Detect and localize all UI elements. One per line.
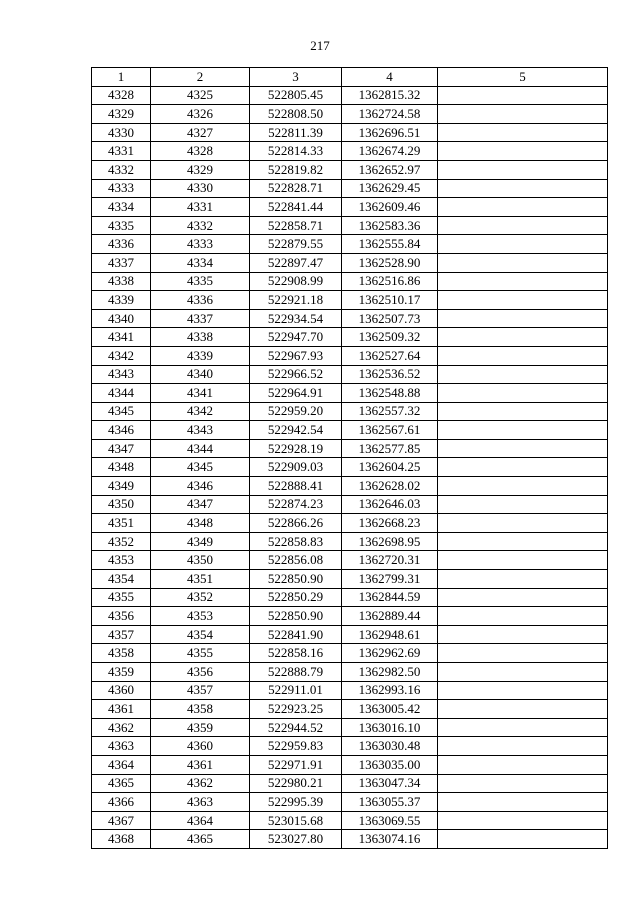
previous-point-cell: 4331 <box>151 198 250 217</box>
y-coordinate-cell: 1363055.37 <box>342 793 438 812</box>
previous-point-cell: 4364 <box>151 811 250 830</box>
previous-point-cell: 4361 <box>151 755 250 774</box>
previous-point-cell: 4333 <box>151 235 250 254</box>
y-coordinate-cell: 1363074.16 <box>342 830 438 849</box>
table-row <box>92 86 608 105</box>
point-number-cell: 4350 <box>92 495 151 514</box>
table-row <box>92 718 608 737</box>
table-row <box>92 793 608 812</box>
x-coordinate-cell: 522942.54 <box>250 421 342 440</box>
x-coordinate-cell: 522908.99 <box>250 272 342 291</box>
previous-point-cell: 4327 <box>151 123 250 142</box>
note-cell <box>438 663 608 682</box>
y-coordinate-cell: 1362646.03 <box>342 495 438 514</box>
y-coordinate-cell: 1362510.17 <box>342 291 438 310</box>
x-coordinate-cell: 522995.39 <box>250 793 342 812</box>
table-row <box>92 105 608 124</box>
point-number-cell: 4367 <box>92 811 151 830</box>
column-header-5: 5 <box>438 68 608 87</box>
table-row <box>92 588 608 607</box>
point-number-cell: 4359 <box>92 663 151 682</box>
x-coordinate-cell: 522923.25 <box>250 700 342 719</box>
table-row <box>92 774 608 793</box>
note-cell <box>438 142 608 161</box>
x-coordinate-cell: 522805.45 <box>250 86 342 105</box>
table-row <box>92 384 608 403</box>
x-coordinate-cell: 522944.52 <box>250 718 342 737</box>
y-coordinate-cell: 1362507.73 <box>342 309 438 328</box>
point-number-cell: 4358 <box>92 644 151 663</box>
y-coordinate-cell: 1362567.61 <box>342 421 438 440</box>
note-cell <box>438 588 608 607</box>
point-number-cell: 4342 <box>92 346 151 365</box>
point-number-cell: 4343 <box>92 365 151 384</box>
previous-point-cell: 4356 <box>151 663 250 682</box>
y-coordinate-cell: 1362509.32 <box>342 328 438 347</box>
note-cell <box>438 514 608 533</box>
note-cell <box>438 551 608 570</box>
note-cell <box>438 718 608 737</box>
x-coordinate-cell: 522888.79 <box>250 663 342 682</box>
point-number-cell: 4352 <box>92 532 151 551</box>
table-row <box>92 644 608 663</box>
x-coordinate-cell: 522911.01 <box>250 681 342 700</box>
previous-point-cell: 4353 <box>151 607 250 626</box>
y-coordinate-cell: 1363047.34 <box>342 774 438 793</box>
point-number-cell: 4368 <box>92 830 151 849</box>
table-row <box>92 607 608 626</box>
y-coordinate-cell: 1362720.31 <box>342 551 438 570</box>
table-row <box>92 514 608 533</box>
x-coordinate-cell: 522971.91 <box>250 755 342 774</box>
note-cell <box>438 272 608 291</box>
note-cell <box>438 681 608 700</box>
point-number-cell: 4365 <box>92 774 151 793</box>
point-number-cell: 4329 <box>92 105 151 124</box>
y-coordinate-cell: 1362844.59 <box>342 588 438 607</box>
previous-point-cell: 4345 <box>151 458 250 477</box>
previous-point-cell: 4349 <box>151 532 250 551</box>
x-coordinate-cell: 522909.03 <box>250 458 342 477</box>
point-number-cell: 4353 <box>92 551 151 570</box>
note-cell <box>438 309 608 328</box>
x-coordinate-cell: 522814.33 <box>250 142 342 161</box>
previous-point-cell: 4359 <box>151 718 250 737</box>
table-body <box>92 86 608 848</box>
point-number-cell: 4328 <box>92 86 151 105</box>
note-cell <box>438 755 608 774</box>
previous-point-cell: 4354 <box>151 625 250 644</box>
note-cell <box>438 235 608 254</box>
point-number-cell: 4363 <box>92 737 151 756</box>
previous-point-cell: 4350 <box>151 551 250 570</box>
x-coordinate-cell: 522808.50 <box>250 105 342 124</box>
previous-point-cell: 4346 <box>151 477 250 496</box>
point-number-cell: 4356 <box>92 607 151 626</box>
previous-point-cell: 4351 <box>151 570 250 589</box>
x-coordinate-cell: 522856.08 <box>250 551 342 570</box>
column-header-2: 2 <box>151 68 250 87</box>
table-row <box>92 216 608 235</box>
note-cell <box>438 291 608 310</box>
previous-point-cell: 4363 <box>151 793 250 812</box>
previous-point-cell: 4355 <box>151 644 250 663</box>
previous-point-cell: 4362 <box>151 774 250 793</box>
note-cell <box>438 179 608 198</box>
note-cell <box>438 253 608 272</box>
y-coordinate-cell: 1362528.90 <box>342 253 438 272</box>
x-coordinate-cell: 523027.80 <box>250 830 342 849</box>
point-number-cell: 4340 <box>92 309 151 328</box>
point-number-cell: 4351 <box>92 514 151 533</box>
note-cell <box>438 830 608 849</box>
note-cell <box>438 458 608 477</box>
note-cell <box>438 402 608 421</box>
table-row <box>92 328 608 347</box>
y-coordinate-cell: 1363030.48 <box>342 737 438 756</box>
point-number-cell: 4364 <box>92 755 151 774</box>
y-coordinate-cell: 1362674.29 <box>342 142 438 161</box>
point-number-cell: 4349 <box>92 477 151 496</box>
note-cell <box>438 607 608 626</box>
y-coordinate-cell: 1362628.02 <box>342 477 438 496</box>
table-row <box>92 700 608 719</box>
previous-point-cell: 4325 <box>151 86 250 105</box>
table-row <box>92 142 608 161</box>
x-coordinate-cell: 522966.52 <box>250 365 342 384</box>
previous-point-cell: 4342 <box>151 402 250 421</box>
table-row <box>92 663 608 682</box>
note-cell <box>438 793 608 812</box>
note-cell <box>438 644 608 663</box>
previous-point-cell: 4328 <box>151 142 250 161</box>
point-number-cell: 4366 <box>92 793 151 812</box>
point-number-cell: 4338 <box>92 272 151 291</box>
x-coordinate-cell: 522879.55 <box>250 235 342 254</box>
point-number-cell: 4333 <box>92 179 151 198</box>
point-number-cell: 4331 <box>92 142 151 161</box>
note-cell <box>438 495 608 514</box>
point-number-cell: 4334 <box>92 198 151 217</box>
y-coordinate-cell: 1362548.88 <box>342 384 438 403</box>
previous-point-cell: 4332 <box>151 216 250 235</box>
y-coordinate-cell: 1362962.69 <box>342 644 438 663</box>
table-row <box>92 755 608 774</box>
note-cell <box>438 365 608 384</box>
previous-point-cell: 4343 <box>151 421 250 440</box>
table-row <box>92 421 608 440</box>
x-coordinate-cell: 522874.23 <box>250 495 342 514</box>
table-row <box>92 160 608 179</box>
x-coordinate-cell: 522858.83 <box>250 532 342 551</box>
table-row <box>92 551 608 570</box>
table-row <box>92 309 608 328</box>
previous-point-cell: 4330 <box>151 179 250 198</box>
x-coordinate-cell: 522850.90 <box>250 570 342 589</box>
table-row <box>92 495 608 514</box>
note-cell <box>438 123 608 142</box>
point-number-cell: 4345 <box>92 402 151 421</box>
y-coordinate-cell: 1362583.36 <box>342 216 438 235</box>
x-coordinate-cell: 522928.19 <box>250 439 342 458</box>
table-header <box>92 68 608 87</box>
table-row <box>92 439 608 458</box>
x-coordinate-cell: 522897.47 <box>250 253 342 272</box>
table-row <box>92 235 608 254</box>
note-cell <box>438 198 608 217</box>
y-coordinate-cell: 1362536.52 <box>342 365 438 384</box>
note-cell <box>438 216 608 235</box>
previous-point-cell: 4352 <box>151 588 250 607</box>
note-cell <box>438 160 608 179</box>
table-row <box>92 198 608 217</box>
point-number-cell: 4348 <box>92 458 151 477</box>
point-number-cell: 4339 <box>92 291 151 310</box>
y-coordinate-cell: 1363035.00 <box>342 755 438 774</box>
x-coordinate-cell: 522980.21 <box>250 774 342 793</box>
coordinates-table <box>91 67 608 849</box>
x-coordinate-cell: 522934.54 <box>250 309 342 328</box>
table-row <box>92 458 608 477</box>
previous-point-cell: 4344 <box>151 439 250 458</box>
note-cell <box>438 700 608 719</box>
y-coordinate-cell: 1363069.55 <box>342 811 438 830</box>
x-coordinate-cell: 522959.83 <box>250 737 342 756</box>
y-coordinate-cell: 1362889.44 <box>342 607 438 626</box>
previous-point-cell: 4358 <box>151 700 250 719</box>
y-coordinate-cell: 1362629.45 <box>342 179 438 198</box>
x-coordinate-cell: 522866.26 <box>250 514 342 533</box>
y-coordinate-cell: 1362557.32 <box>342 402 438 421</box>
y-coordinate-cell: 1362815.32 <box>342 86 438 105</box>
y-coordinate-cell: 1362604.25 <box>342 458 438 477</box>
previous-point-cell: 4360 <box>151 737 250 756</box>
page-number: 217 <box>310 38 330 53</box>
table-row <box>92 570 608 589</box>
y-coordinate-cell: 1362527.64 <box>342 346 438 365</box>
x-coordinate-cell: 522850.90 <box>250 607 342 626</box>
y-coordinate-cell: 1362577.85 <box>342 439 438 458</box>
previous-point-cell: 4336 <box>151 291 250 310</box>
point-number-cell: 4362 <box>92 718 151 737</box>
table-row <box>92 272 608 291</box>
x-coordinate-cell: 522841.90 <box>250 625 342 644</box>
column-header-4: 4 <box>342 68 438 87</box>
table-row <box>92 532 608 551</box>
previous-point-cell: 4348 <box>151 514 250 533</box>
point-number-cell: 4361 <box>92 700 151 719</box>
x-coordinate-cell: 522841.44 <box>250 198 342 217</box>
point-number-cell: 4332 <box>92 160 151 179</box>
note-cell <box>438 477 608 496</box>
previous-point-cell: 4357 <box>151 681 250 700</box>
point-number-cell: 4344 <box>92 384 151 403</box>
point-number-cell: 4336 <box>92 235 151 254</box>
note-cell <box>438 421 608 440</box>
x-coordinate-cell: 522811.39 <box>250 123 342 142</box>
previous-point-cell: 4338 <box>151 328 250 347</box>
point-number-cell: 4354 <box>92 570 151 589</box>
y-coordinate-cell: 1363005.42 <box>342 700 438 719</box>
note-cell <box>438 346 608 365</box>
previous-point-cell: 4341 <box>151 384 250 403</box>
header-row <box>92 68 608 87</box>
column-header-3: 3 <box>250 68 342 87</box>
previous-point-cell: 4334 <box>151 253 250 272</box>
y-coordinate-cell: 1362696.51 <box>342 123 438 142</box>
note-cell <box>438 737 608 756</box>
point-number-cell: 4341 <box>92 328 151 347</box>
table-row <box>92 123 608 142</box>
note-cell <box>438 439 608 458</box>
note-cell <box>438 105 608 124</box>
y-coordinate-cell: 1362799.31 <box>342 570 438 589</box>
x-coordinate-cell: 522921.18 <box>250 291 342 310</box>
x-coordinate-cell: 522888.41 <box>250 477 342 496</box>
y-coordinate-cell: 1362555.84 <box>342 235 438 254</box>
previous-point-cell: 4337 <box>151 309 250 328</box>
table-row <box>92 625 608 644</box>
x-coordinate-cell: 522858.71 <box>250 216 342 235</box>
note-cell <box>438 774 608 793</box>
table-row <box>92 253 608 272</box>
table-row <box>92 365 608 384</box>
note-cell <box>438 811 608 830</box>
point-number-cell: 4347 <box>92 439 151 458</box>
table-row <box>92 477 608 496</box>
point-number-cell: 4335 <box>92 216 151 235</box>
x-coordinate-cell: 522947.70 <box>250 328 342 347</box>
table-row <box>92 811 608 830</box>
previous-point-cell: 4329 <box>151 160 250 179</box>
table-row <box>92 179 608 198</box>
previous-point-cell: 4326 <box>151 105 250 124</box>
point-number-cell: 4330 <box>92 123 151 142</box>
y-coordinate-cell: 1362652.97 <box>342 160 438 179</box>
x-coordinate-cell: 523015.68 <box>250 811 342 830</box>
x-coordinate-cell: 522850.29 <box>250 588 342 607</box>
note-cell <box>438 86 608 105</box>
previous-point-cell: 4347 <box>151 495 250 514</box>
x-coordinate-cell: 522964.91 <box>250 384 342 403</box>
y-coordinate-cell: 1362668.23 <box>342 514 438 533</box>
x-coordinate-cell: 522959.20 <box>250 402 342 421</box>
y-coordinate-cell: 1362609.46 <box>342 198 438 217</box>
point-number-cell: 4360 <box>92 681 151 700</box>
table-row <box>92 737 608 756</box>
table-row <box>92 681 608 700</box>
note-cell <box>438 328 608 347</box>
point-number-cell: 4355 <box>92 588 151 607</box>
y-coordinate-cell: 1362948.61 <box>342 625 438 644</box>
table-row <box>92 402 608 421</box>
point-number-cell: 4337 <box>92 253 151 272</box>
note-cell <box>438 384 608 403</box>
previous-point-cell: 4365 <box>151 830 250 849</box>
x-coordinate-cell: 522819.82 <box>250 160 342 179</box>
point-number-cell: 4357 <box>92 625 151 644</box>
previous-point-cell: 4335 <box>151 272 250 291</box>
note-cell <box>438 570 608 589</box>
column-header-1: 1 <box>92 68 151 87</box>
note-cell <box>438 625 608 644</box>
y-coordinate-cell: 1362993.16 <box>342 681 438 700</box>
y-coordinate-cell: 1363016.10 <box>342 718 438 737</box>
table-row <box>92 830 608 849</box>
x-coordinate-cell: 522828.71 <box>250 179 342 198</box>
x-coordinate-cell: 522967.93 <box>250 346 342 365</box>
table-row <box>92 291 608 310</box>
y-coordinate-cell: 1362516.86 <box>342 272 438 291</box>
y-coordinate-cell: 1362698.95 <box>342 532 438 551</box>
table-row <box>92 346 608 365</box>
previous-point-cell: 4340 <box>151 365 250 384</box>
y-coordinate-cell: 1362724.58 <box>342 105 438 124</box>
y-coordinate-cell: 1362982.50 <box>342 663 438 682</box>
x-coordinate-cell: 522858.16 <box>250 644 342 663</box>
note-cell <box>438 532 608 551</box>
point-number-cell: 4346 <box>92 421 151 440</box>
previous-point-cell: 4339 <box>151 346 250 365</box>
